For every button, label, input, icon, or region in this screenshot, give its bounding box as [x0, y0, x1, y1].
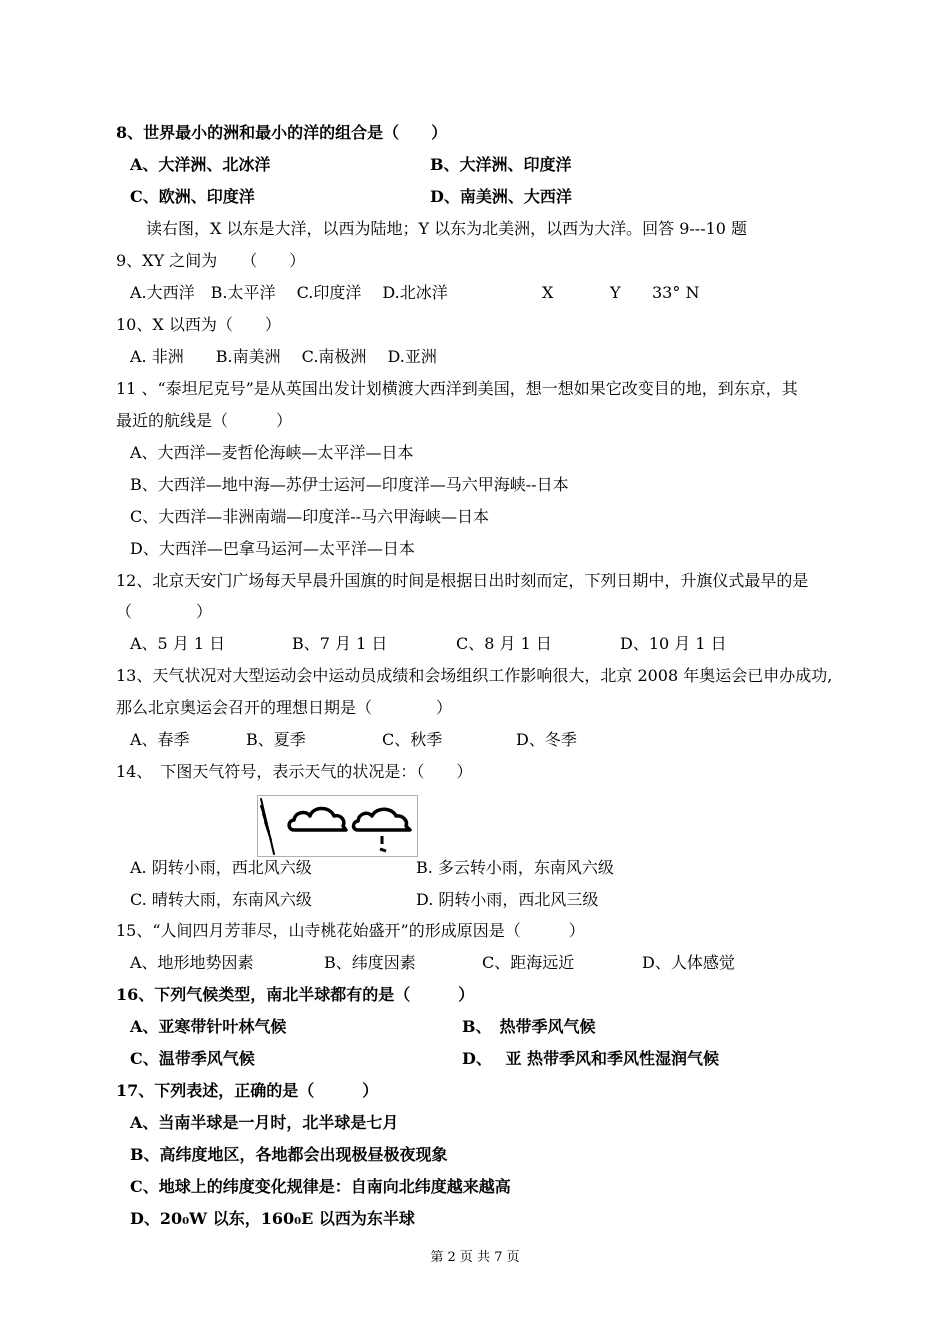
question-9-options: A.大西洋 B.太平洋 C.印度洋 D.北冰洋: [130, 283, 448, 302]
question-10-stem: 10、X 以西为（ ）: [116, 315, 281, 334]
question-15-option-a: A、地形地势因素: [130, 953, 254, 972]
question-14-option-a: A. 阴转小雨，西北风六级: [130, 858, 312, 877]
question-11-option-b: B、大西洋—地中海—苏伊士运河—印度洋—马六甲海峡--日本: [130, 475, 569, 494]
question-17-option-d: D、20₀W 以东，160₀E 以西为东半球: [130, 1209, 415, 1228]
question-12-option-b: B、7 月 1 日: [292, 634, 388, 653]
weather-symbol-figure: [257, 795, 418, 857]
figure-label-x: X: [542, 283, 554, 302]
question-8-option-b: B、大洋洲、印度洋: [430, 155, 572, 174]
question-17-option-c: C、地球上的纬度变化规律是：自南向北纬度越来越高: [130, 1177, 511, 1196]
question-11-option-d: D、大西洋—巴拿马运河—太平洋—日本: [130, 539, 415, 558]
intro-9-10: 读右图，X 以东是大洋，以西为陆地；Y 以东为北美洲，以西为大洋。回答 9---10 题: [146, 219, 748, 238]
figure-label-y: Y: [610, 283, 621, 302]
question-12-stem-line2: （ ）: [116, 602, 213, 621]
weather-symbol-graphic: [258, 796, 417, 856]
question-14-option-c: C. 晴转大雨，东南风六级: [130, 890, 312, 909]
question-16-option-b: B、 热带季风气候: [462, 1017, 596, 1036]
question-11-stem-line1: 11 、“泰坦尼克号”是从英国出发计划横渡大西洋到美国，想一想如果它改变目的地，到东京，其: [116, 379, 798, 398]
question-11-option-a: A、大西洋—麦哲伦海峡—太平洋—日本: [130, 443, 414, 462]
question-11-stem-line2: 最近的航线是（ ）: [116, 411, 293, 430]
question-13-stem-line1: 13、天气状况对大型运动会中运动员成绩和会场组织工作影响很大，北京 2008 年奥运会已申办成功,: [116, 666, 833, 685]
question-16-stem: 16、下列气候类型，南北半球都有的是（ ）: [116, 985, 475, 1004]
question-14-option-d: D. 阴转小雨，西北风三级: [416, 890, 599, 909]
question-12-option-d: D、10 月 1 日: [620, 634, 727, 653]
light-rain-cloud-icon: [354, 809, 411, 851]
question-16-option-a: A、亚寒带针叶林气候: [130, 1017, 287, 1036]
question-8-stem: 8、世界最小的洲和最小的洋的组合是（ ）: [116, 123, 448, 142]
question-15-option-d: D、人体感觉: [642, 953, 735, 972]
question-17-stem: 17、下列表述，正确的是（ ）: [116, 1081, 379, 1100]
question-8-option-c: C、欧洲、印度洋: [130, 187, 255, 206]
question-15-option-c: C、距海远近: [482, 953, 575, 972]
wind-barb-icon: [261, 799, 274, 854]
question-15-option-b: B、纬度因素: [324, 953, 416, 972]
question-13-stem-line2: 那么北京奥运会召开的理想日期是（ ）: [116, 698, 453, 717]
question-11-option-c: C、大西洋—非洲南端—印度洋--马六甲海峡—日本: [130, 507, 490, 526]
question-14-stem: 14、 下图天气符号，表示天气的状况是：（ ）: [116, 762, 473, 781]
figure-label-latitude: 33° N: [652, 283, 700, 302]
page-footer: 第 2 页 共 7 页: [430, 1250, 520, 1265]
question-13-option-c: C、秋季: [382, 730, 443, 749]
question-15-stem: 15、“人间四月芳菲尽，山寺桃花始盛开”的形成原因是（ ）: [116, 921, 585, 940]
question-14-option-b: B. 多云转小雨，东南风六级: [416, 858, 614, 877]
question-12-option-c: C、8 月 1 日: [456, 634, 552, 653]
overcast-cloud-icon: [289, 809, 346, 831]
question-8-option-a: A、大洋洲、北冰洋: [130, 155, 271, 174]
question-8-option-d: D、南美洲、大西洋: [430, 187, 572, 206]
question-12-stem-line1: 12、北京天安门广场每天早晨升国旗的时间是根据日出时刻而定，下列日期中，升旗仪式最早的是: [116, 571, 809, 590]
question-13-option-b: B、夏季: [246, 730, 306, 749]
question-16-option-d: D、 亚 热带季风和季风性湿润气候: [462, 1049, 720, 1068]
question-12-option-a: A、5 月 1 日: [130, 634, 226, 653]
question-10-options: A. 非洲 B.南美洲 C.南极洲 D.亚洲: [130, 347, 437, 366]
question-13-option-d: D、冬季: [516, 730, 577, 749]
question-16-option-c: C、温带季风气候: [130, 1049, 255, 1068]
question-17-option-b: B、高纬度地区，各地都会出现极昼极夜现象: [130, 1145, 448, 1164]
question-9-stem: 9、XY 之间为 （ ）: [116, 251, 306, 270]
question-17-option-a: A、当南半球是一月时，北半球是七月: [130, 1113, 399, 1132]
question-13-option-a: A、春季: [130, 730, 190, 749]
